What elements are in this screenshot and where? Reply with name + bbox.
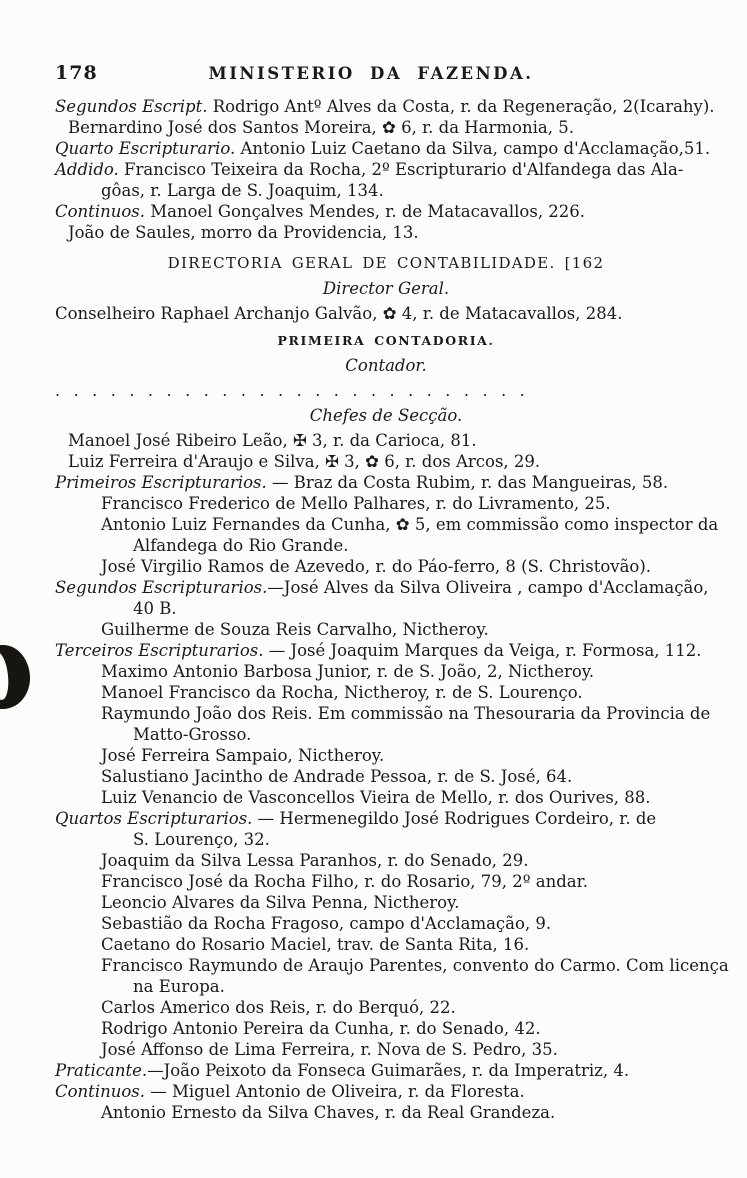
entry-line: Bernardino José dos Santos Moreira, ✿ 6, r. da Harmonia, 5. bbox=[68, 118, 574, 137]
entry-line: José Virgilio Ramos de Azevedo, r. do Páo-ferro, 8 (S. Christovão). bbox=[101, 557, 652, 576]
page-body bbox=[55, 96, 729, 1123]
entry-lead-label: Terceiros Escripturarios. bbox=[55, 641, 264, 660]
entry-line: Continuos. Manoel Gonçalves Mendes, r. de Matacavallos, 226. bbox=[55, 202, 586, 221]
entry-lead-label: Continuos. bbox=[55, 1082, 145, 1101]
page-header bbox=[55, 60, 717, 90]
entry-lead-label: Quarto Escripturario. bbox=[55, 139, 236, 158]
entry-line: Caetano do Rosario Maciel, trav. de Santa Rita, 16. bbox=[101, 935, 530, 954]
entry-line: Addido. Francisco Teixeira da Rocha, 2º Escripturario d'Alfandega das Ala- bbox=[55, 160, 684, 179]
running-title: MINISTERIO DA FAZENDA. bbox=[208, 64, 534, 83]
entry-line: Antonio Luiz Fernandes da Cunha, ✿ 5, em commissão como inspector da bbox=[101, 515, 719, 534]
entry-lead-label: Continuos. bbox=[55, 202, 145, 221]
entry-line: Manoel José Ribeiro Leão, ✠ 3, r. da Carioca, 81. bbox=[68, 431, 477, 450]
entry-lead-label: Segundos Escripturarios. bbox=[55, 578, 268, 597]
heading-smallcaps: PRIMEIRA CONTADORIA. bbox=[277, 333, 495, 348]
entry-line: Matto-Grosso. bbox=[133, 725, 252, 744]
entry-line: Sebastião da Rocha Fragoso, campo d'Acclamação, 9. bbox=[101, 914, 552, 933]
entry-line: Salustiano Jacintho de Andrade Pessoa, r. de S. José, 64. bbox=[101, 767, 573, 786]
entry-line: Francisco José da Rocha Filho, r. do Rosario, 79, 2º andar. bbox=[101, 872, 588, 891]
entry-line: Maximo Antonio Barbosa Junior, r. de S. João, 2, Nictheroy. bbox=[101, 662, 595, 681]
entry-line: Guilherme de Souza Reis Carvalho, Nictheroy. bbox=[101, 620, 489, 639]
heading-italic: Contador. bbox=[345, 356, 427, 375]
entry-line: Primeiros Escripturarios. — Braz da Costa Rubim, r. das Mangueiras, 58. bbox=[55, 473, 669, 492]
entry-line: gôas, r. Larga de S. Joaquim, 134. bbox=[101, 181, 384, 200]
entry-line: Segundos Escripturarios.—José Alves da Silva Oliveira , campo d'Acclamação, bbox=[55, 578, 709, 597]
entry-line: Francisco Frederico de Mello Palhares, r. do Livramento, 25. bbox=[101, 494, 611, 513]
entry-line: Praticante.—João Peixoto da Fonseca Guimarães, r. da Imperatriz, 4. bbox=[55, 1061, 630, 1080]
entry-lead-label: Segundos Escript. bbox=[55, 97, 208, 116]
entry-line: Quartos Escripturarios. — Hermenegildo José Rodrigues Cordeiro, r. de bbox=[55, 809, 657, 828]
entry-line: Luiz Venancio de Vasconcellos Vieira de Mello, r. dos Ourives, 88. bbox=[101, 788, 651, 807]
entry-line: Continuos. — Miguel Antonio de Oliveira, r. da Floresta. bbox=[55, 1082, 525, 1101]
entry-line: João de Saules, morro da Providencia, 13. bbox=[68, 223, 419, 242]
heading-italic: Director Geral. bbox=[322, 279, 450, 298]
entry-line: Conselheiro Raphael Archanjo Galvão, ✿ 4, r. de Matacavallos, 284. bbox=[55, 304, 623, 323]
page-content bbox=[55, 60, 729, 1123]
dots-line: .......................... bbox=[55, 381, 539, 400]
entry-lead-label: Praticante. bbox=[55, 1061, 148, 1080]
entry-lead-label: Primeiros Escripturarios. bbox=[55, 473, 267, 492]
entry-line: Quarto Escripturario. Antonio Luiz Caetano da Silva, campo d'Acclamação,51. bbox=[55, 139, 711, 158]
entry-lead-label: Addido. bbox=[55, 160, 119, 179]
entry-line: Alfandega do Rio Grande. bbox=[133, 536, 349, 555]
entry-line: Manoel Francisco da Rocha, Nictheroy, r. de S. Lourenço. bbox=[101, 683, 583, 702]
entry-line: Francisco Raymundo de Araujo Parentes, convento do Carmo. Com licença bbox=[101, 956, 729, 975]
entry-line: 40 B. bbox=[133, 599, 177, 618]
entry-line: José Ferreira Sampaio, Nictheroy. bbox=[101, 746, 385, 765]
heading-caps: DIRECTORIA GERAL DE CONTABILIDADE. [162 bbox=[167, 254, 605, 272]
entry-line: Antonio Ernesto da Silva Chaves, r. da Real Grandeza. bbox=[101, 1103, 556, 1122]
entry-line: Leoncio Alvares da Silva Penna, Nictheroy. bbox=[101, 893, 460, 912]
page-number: 178 bbox=[55, 62, 98, 84]
entry-line: Segundos Escript. Rodrigo Antº Alves da Costa, r. da Regeneração, 2(Icarahy). bbox=[55, 97, 715, 116]
entry-line: Luiz Ferreira d'Araujo e Silva, ✠ 3, ✿ 6, r. dos Arcos, 29. bbox=[68, 452, 541, 471]
entry-line: na Europa. bbox=[133, 977, 225, 996]
entry-line: Carlos Americo dos Reis, r. do Berquó, 22. bbox=[101, 998, 456, 1017]
entry-line: José Affonso de Lima Ferreira, r. Nova de S. Pedro, 35. bbox=[101, 1040, 558, 1059]
entry-line: Joaquim da Silva Lessa Paranhos, r. do Senado, 29. bbox=[101, 851, 529, 870]
entry-lead-label: Quartos Escripturarios. bbox=[55, 809, 253, 828]
heading-italic: Chefes de Secção. bbox=[309, 406, 463, 425]
ink-blot-artifact bbox=[0, 645, 30, 709]
entry-line: Raymundo João dos Reis. Em commissão na Thesouraria da Provincia de bbox=[101, 704, 711, 723]
entry-line: Terceiros Escripturarios. — José Joaquim Marques da Veiga, r. Formosa, 112. bbox=[55, 641, 702, 660]
entry-line: Rodrigo Antonio Pereira da Cunha, r. do Senado, 42. bbox=[101, 1019, 541, 1038]
entry-line: S. Lourenço, 32. bbox=[133, 830, 270, 849]
